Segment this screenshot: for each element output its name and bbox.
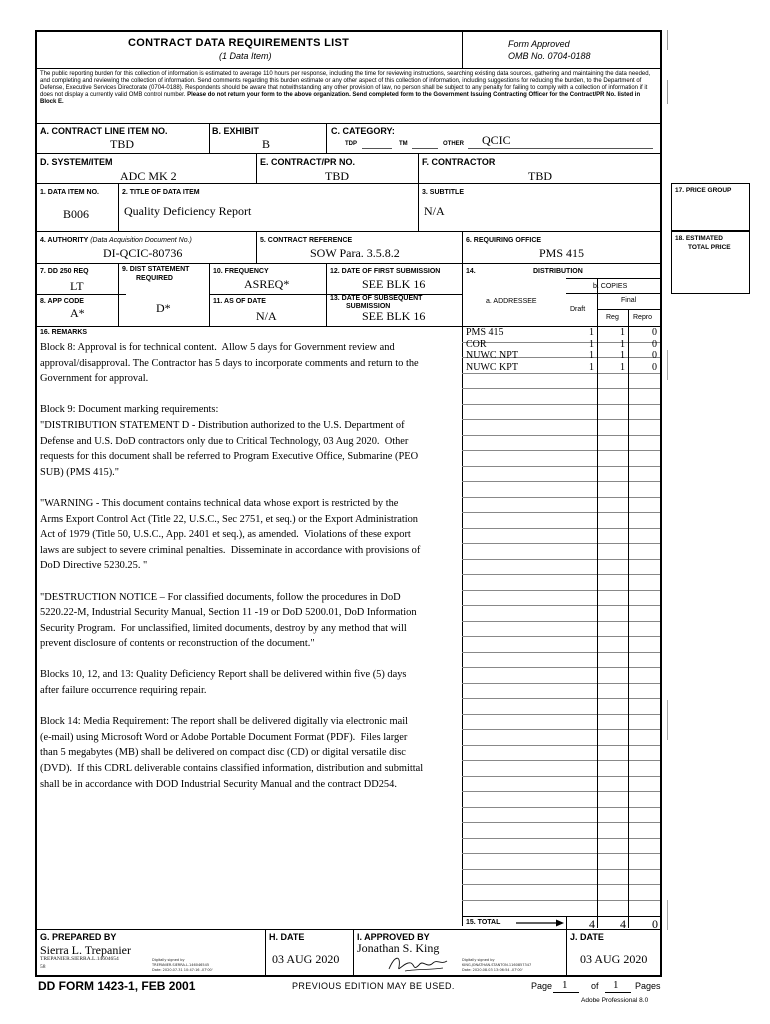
field-10-label: 10. FREQUENCY [213,268,269,275]
prepared-by-cert-line2: 58 [40,964,46,970]
signature-scribble [385,951,451,975]
distribution-heading: DISTRIBUTION [533,268,583,275]
adobe-version: Adobe Professional 8.0 [581,997,649,1004]
field-13-label-1: 13. DATE OF SUBSEQUENT [330,295,423,302]
distribution-row-line [462,574,660,575]
distribution-row-line [462,652,660,653]
prepared-by-digital-3: Date: 2020.07.31 10:47:16 -07'00' [152,968,213,972]
of-label: of [591,981,599,991]
field-9-value[interactable]: D* [156,301,171,315]
distribution-row-line [462,900,660,901]
distribution-draft[interactable]: 1 [589,350,594,361]
field-7-label: 7. DD 250 REQ [40,268,89,275]
distribution-repro[interactable]: 0 [652,327,657,338]
field-b-value[interactable]: B [262,137,271,151]
field-10-value[interactable]: ASREQ* [244,277,290,291]
field-16-label: 16. REMARKS [40,329,88,336]
distribution-addressee[interactable]: NUWC NPT [466,350,518,361]
field-9-label-2: REQUIRED [136,275,173,282]
field-1-value[interactable]: B006 [63,207,90,221]
field-12-value[interactable]: SEE BLK 16 [362,277,426,291]
field-5-value[interactable]: SOW Para. 3.5.8.2 [310,246,400,260]
form-subtitle: (1 Data Item) [219,51,272,61]
distribution-row-line [462,373,660,374]
field-17-label: 17. PRICE GROUP [675,187,732,194]
field-11-label: 11. AS OF DATE [213,298,266,305]
distribution-row-line [462,481,660,482]
distribution-reg[interactable]: 1 [620,338,625,350]
distribution-row-line [462,791,660,792]
field-5-label: 5. CONTRACT REFERENCE [260,237,353,244]
prepared-by-digital-2: TREPANIER.SIERRA.L.146046545 [152,963,210,967]
category-tdp: TDP [345,141,357,147]
distribution-addressee[interactable]: PMS 415 [466,327,504,338]
copies-heading: b. COPIES [593,283,628,290]
date-j-label: J. DATE [570,932,604,942]
previous-edition-note: PREVIOUS EDITION MAY BE USED. [292,981,455,991]
distribution-row-line [462,714,660,715]
distribution-draft[interactable]: 1 [589,327,594,338]
field-a-value[interactable]: TBD [110,137,134,151]
distribution-row-line [462,590,660,591]
repro-heading: Repro [633,314,653,321]
distribution-row-line [462,528,660,529]
distribution-row-line [462,822,660,823]
field-2-label: 2. TITLE OF DATA ITEM [122,189,200,196]
field-11-value[interactable]: N/A [256,309,277,323]
distribution-row-line [462,853,660,854]
distribution-row-line [462,497,660,498]
field-e-label: E. CONTRACT/PR NO. [260,157,356,167]
distribution-row-line [462,807,660,808]
distribution-row-line [462,869,660,870]
distribution-row-line [462,559,660,560]
distribution-row-line [462,760,660,761]
distribution-row-line [462,776,660,777]
approved-by-name[interactable]: Jonathan S. King [357,941,440,955]
field-8-label: 8. APP CODE [40,298,84,305]
distribution-row-line [462,605,660,606]
page-total[interactable]: 1 [613,979,619,991]
distribution-repro[interactable]: 0 [652,350,657,361]
prepared-by-label: G. PREPARED BY [40,932,117,942]
distribution-row-line [462,636,660,637]
form-title: CONTRACT DATA REQUIREMENTS LIST [128,37,350,49]
approved-by-label: I. APPROVED BY [357,932,430,942]
field-c-label: C. CATEGORY: [331,126,395,136]
distribution-row-line [462,466,660,467]
distribution-row-line [462,512,660,513]
prepared-by-digital-1: Digitally signed by [152,958,185,962]
field-13-value[interactable]: SEE BLK 16 [362,309,426,323]
reg-heading: Reg [606,314,619,321]
arrow-right-icon [516,919,564,927]
distribution-row-line [462,745,660,746]
distribution-row-line [462,419,660,420]
prepared-by-cert-line1: TREPANIER.SIERRA.L.14604654 [40,956,119,962]
field-1-label: 1. DATA ITEM NO. [40,189,99,196]
form-approved-label: Form Approved [508,39,570,49]
final-heading: Final [621,297,637,304]
field-13-label-2: SUBMISSION [346,303,391,310]
category-other: OTHER [443,141,464,147]
draft-heading: Draft [570,306,586,313]
distribution-addressee[interactable]: COR [466,338,487,350]
field-15-label: 15. TOTAL [466,919,501,926]
distribution-row-line [462,698,660,699]
field-8-value[interactable]: A* [70,306,85,320]
prepared-by-name[interactable]: Sierra L. Trepanier [40,943,131,957]
field-f-value[interactable]: TBD [528,169,552,183]
distribution-draft[interactable]: 1 [589,361,594,373]
field-f-label: F. CONTRACTOR [422,157,496,167]
page-number[interactable]: 1 [562,979,568,991]
pages-label: Pages [635,981,661,991]
total-draft[interactable]: 4 [589,917,595,931]
date-j-value[interactable]: 03 AUG 2020 [580,952,648,966]
field-18-label-1: 18. ESTIMATED [675,235,723,242]
field-b-label: B. EXHIBIT [212,126,260,136]
field-e-value[interactable]: TBD [325,169,349,183]
distribution-row-line [462,543,660,544]
total-repro[interactable]: 0 [652,917,658,931]
approved-by-digital-3: Date: 2020.08.03 13:06:54 -07'00' [462,968,523,972]
field-4-label: 4. AUTHORITY (Data Acquisition Document No.) [40,237,192,244]
approved-by-digital-2: KING.JONATHAN.STANTON.1160857347 [462,963,532,967]
field-3-label: 3. SUBTITLE [422,189,465,196]
field-7-value[interactable]: LT [70,279,84,293]
distribution-row-line [462,435,660,436]
category-other-value[interactable]: QCIC [482,133,511,147]
remarks-text: Block 8: Approval is for technical content. Allow 5 days for Government review and approval/disapproval. The Contractor has 5 days to incorporate comments and return to the Government for approval. Block 9: Document marking requirements: "DISTRIBUTION STATEMENT D - Distribution authorized to the U.S. Department of Defense and U.S. DoD contractors only due to Critical Technology, 03 Aug 2020. Other requests for this document shall be referred to Program Executive Office, Submarine (PEO SUB) (PMS 415)." "WARNING - This document contains technical data whose export is restricted by the Arms Export Control Act (Title 22, U.S.C., Sec 2751, et seq.) or the Export Administration Act of 1979 (Title 50, U.S.C., App. 2401 et seq.), as amended. Violations of these export laws are subject to severe criminal penalties. Disseminate in accordance with provisions of DoD Directive 5230.25. " "DESTRUCTION NOTICE – For classified documents, follow the procedures in DoD 5220.22-M, Industrial Security Manual, Section 11 -19 or DoD 5200.01, DoD Information Security Program. For unclassified, limited documents, destroy by any method that will prevent disclosure of contents or reconstruction of the document." Blocks 10, 12, and 13: Quality Deficiency Report shall be delivered within five (5) days after failure occurrence requiring repair. Block 14: Media Requirement: The report shall be delivered digitally via electronic mail (e-mail) using Microsoft Word or Adobe Portable Document Format (PDF). Files larger than 5 megabytes (MB) shall be delivered on compact disc (CD) or digital versatile disc (DVD). If this CDRL deliverable contains classified information, distribution and submittal shall be in accordance with DOD Industrial Security Manual and the contract DD254. [40,342,424,790]
distribution-row-line [462,404,660,405]
distribution-row-line [462,388,660,389]
field-6-label: 6. REQUIRING OFFICE [466,237,542,244]
distribution-draft[interactable]: 1 [589,338,594,350]
distribution-reg[interactable]: 1 [620,361,625,373]
distribution-row-line [462,838,660,839]
omb-number: OMB No. 0704-0188 [508,51,591,61]
page-label: Page [531,981,553,991]
distribution-row-line [462,729,660,730]
field-12-label: 12. DATE OF FIRST SUBMISSION [330,268,441,275]
field-a-label: A. CONTRACT LINE ITEM NO. [40,126,168,136]
field-3-value[interactable]: N/A [424,204,445,218]
field-6-value[interactable]: PMS 415 [539,246,585,260]
field-4-value[interactable]: DI-QCIC-80736 [103,246,183,260]
field-14-label: 14. [466,268,476,275]
distribution-row-line [462,667,660,668]
addressee-heading: a. ADDRESSEE [486,298,537,305]
distribution-repro[interactable]: 0 [652,361,657,373]
distribution-repro[interactable]: 0 [652,338,657,350]
field-d-label: D. SYSTEM/ITEM [40,157,113,167]
distribution-reg[interactable]: 1 [620,350,625,361]
field-d-value[interactable]: ADC MK 2 [120,169,177,183]
category-tm: TM [399,141,408,147]
distribution-addressee[interactable]: NUWC KPT [466,361,518,373]
approved-by-digital-1: Digitally signed by [462,958,495,962]
date-h-label: H. DATE [269,932,305,942]
field-9-label-1: 9. DIST STATEMENT [122,266,190,273]
distribution-row-line [462,450,660,451]
distribution-row-line [462,884,660,885]
distribution-reg[interactable]: 1 [620,327,625,338]
total-reg[interactable]: 4 [620,917,626,931]
form-number: DD FORM 1423-1, FEB 2001 [38,979,196,993]
date-h-value[interactable]: 03 AUG 2020 [272,952,340,966]
burden-notice: The public reporting burden for this collection of information is estimated to average 110 hours per response, including the time for reviewing instructions, searching existing data sources, gathering and maintaining the data needed, and completing and reviewing the collection of information. Send comments regarding this burden estimate or any other aspect of this collection of information, including suggestions for reducing the burden, to the Department of Defense, Executive Services Directorate (0704-0188). Respondents should be aware that notwithstanding any other provision of law, no person shall be subject to any penalty for failing to comply with a collection of information if it does not display a currently valid OMB control number. Please do not return your form to the above organization. Send completed form to the Government Issuing Contracting Officer for the Contract/PR No. listed in Block E. [40,71,651,105]
distribution-row-line [462,683,660,684]
distribution-row-line [462,621,660,622]
field-2-value[interactable]: Quality Deficiency Report [124,204,252,218]
field-18-label-2: TOTAL PRICE [688,244,731,251]
